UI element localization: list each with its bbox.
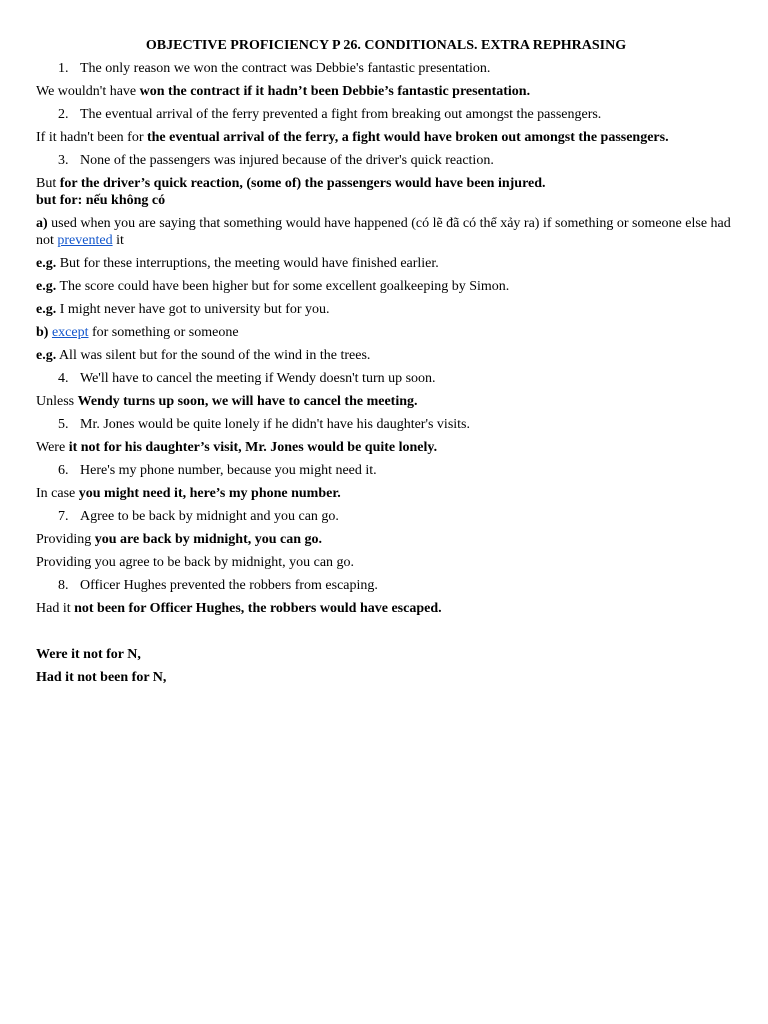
answer-2 <box>36 129 736 146</box>
item-number: 8. <box>58 578 69 593</box>
document-page <box>36 37 736 692</box>
eg-label: e.g. <box>36 279 57 294</box>
definition-end-a: it <box>112 233 124 248</box>
item-number: 2. <box>58 107 69 122</box>
answer-8 <box>36 600 736 617</box>
eg-label: e.g. <box>36 256 57 271</box>
definition-b <box>36 324 736 341</box>
item-number: 6. <box>58 463 69 478</box>
eg-label: e.g. <box>36 348 57 363</box>
eg-label: e.g. <box>36 302 57 317</box>
exercise-item-2 <box>36 106 736 123</box>
answer-3 <box>36 175 736 192</box>
answer-start: But <box>36 176 60 191</box>
definition-a <box>36 215 736 249</box>
example-text: I might never have got to university but for you. <box>56 302 330 317</box>
answer-bold: Wendy turns up soon, we will have to cancel the meeting. <box>77 394 418 409</box>
item-prompt: The eventual arrival of the ferry prevented a fight from breaking out amongst the passengers. <box>80 107 602 122</box>
document-title: OBJECTIVE PROFICIENCY P 26. CONDITIONALS. EXTRA REPHRASING <box>145 38 627 53</box>
answer-1 <box>36 83 736 100</box>
definition-text-b: for something or someone <box>88 325 239 340</box>
example-text: The score could have been higher but for some excellent goalkeeping by Simon. <box>56 279 510 294</box>
item-prompt: Agree to be back by midnight and you can go. <box>80 509 339 524</box>
item-number: 7. <box>58 509 69 524</box>
definition-label-b: b) <box>36 325 49 340</box>
exercise-item-4 <box>36 370 736 387</box>
example-text: But for these interruptions, the meeting would have finished earlier. <box>56 256 439 271</box>
exercise-item-3 <box>36 152 736 169</box>
answer-bold: you might need it, here’s my phone number. <box>78 486 341 501</box>
item-prompt: We'll have to cancel the meeting if Wendy doesn't turn up soon. <box>80 371 436 386</box>
answer-start: In case <box>36 486 79 501</box>
example-a-1 <box>36 255 736 272</box>
item-prompt: The only reason we won the contract was Debbie's fantastic presentation. <box>80 61 491 76</box>
answer-bold: the eventual arrival of the ferry, a fight would have broken out amongst the passengers. <box>146 130 669 145</box>
example-a-3 <box>36 301 736 318</box>
exercise-item-6 <box>36 462 736 479</box>
exercise-item-1 <box>36 60 736 77</box>
item-prompt: Here's my phone number, because you might need it. <box>80 463 377 478</box>
answer-4 <box>36 393 736 410</box>
answer-start: Were <box>36 440 69 455</box>
answer-bold: not been for Officer Hughes, the robbers would have escaped. <box>74 601 442 616</box>
item-prompt: Officer Hughes prevented the robbers from escaping. <box>80 578 378 593</box>
answer-bold: for the driver’s quick reaction, (some of) the passengers would have been injured. <box>59 176 546 191</box>
answer-start: Had it <box>36 601 75 616</box>
answer-bold: it not for his daughter’s visit, Mr. Jones would be quite lonely. <box>68 440 438 455</box>
answer-start: Unless <box>36 394 78 409</box>
answer-bold: won the contract if it hadn’t been Debbie’s fantastic presentation. <box>139 84 531 99</box>
example-a-2 <box>36 278 736 295</box>
exercise-item-8 <box>36 577 736 594</box>
answer-7-alt: Providing you agree to be back by midnight, you can go. <box>36 555 355 570</box>
item-number: 5. <box>58 417 69 432</box>
item-number: 3. <box>58 153 69 168</box>
exercise-item-5 <box>36 416 736 433</box>
item-prompt: Mr. Jones would be quite lonely if he didn't have his daughter's visits. <box>80 417 470 432</box>
answer-bold: you are back by midnight, you can go. <box>94 532 323 547</box>
exercise-item-7 <box>36 508 736 525</box>
example-b <box>36 347 736 364</box>
item-number: 4. <box>58 371 69 386</box>
example-text: All was silent but for the sound of the wind in the trees. <box>56 348 371 363</box>
item-prompt: None of the passengers was injured because of the driver's quick reaction. <box>80 153 494 168</box>
but-for-heading: but for: nếu không có <box>36 193 166 208</box>
answer-6 <box>36 485 736 502</box>
item-number: 1. <box>58 61 69 76</box>
answer-start: If it hadn't been for <box>36 130 147 145</box>
definition-label-a: a) <box>36 216 48 231</box>
answer-7 <box>36 531 736 548</box>
summary-line-1: Were it not for N, <box>36 647 141 662</box>
except-link[interactable]: except <box>51 325 89 340</box>
definition-text-a: used when you are saying that something would have happened (có lẽ đã có thể xảy ra) if something or someone else had not <box>36 216 731 248</box>
answer-5 <box>36 439 736 456</box>
prevented-link[interactable]: prevented <box>57 233 113 248</box>
spacer <box>36 623 736 646</box>
answer-start: We wouldn't have <box>36 84 140 99</box>
answer-start: Providing <box>36 532 95 547</box>
summary-line-2: Had it not been for N, <box>36 670 167 685</box>
